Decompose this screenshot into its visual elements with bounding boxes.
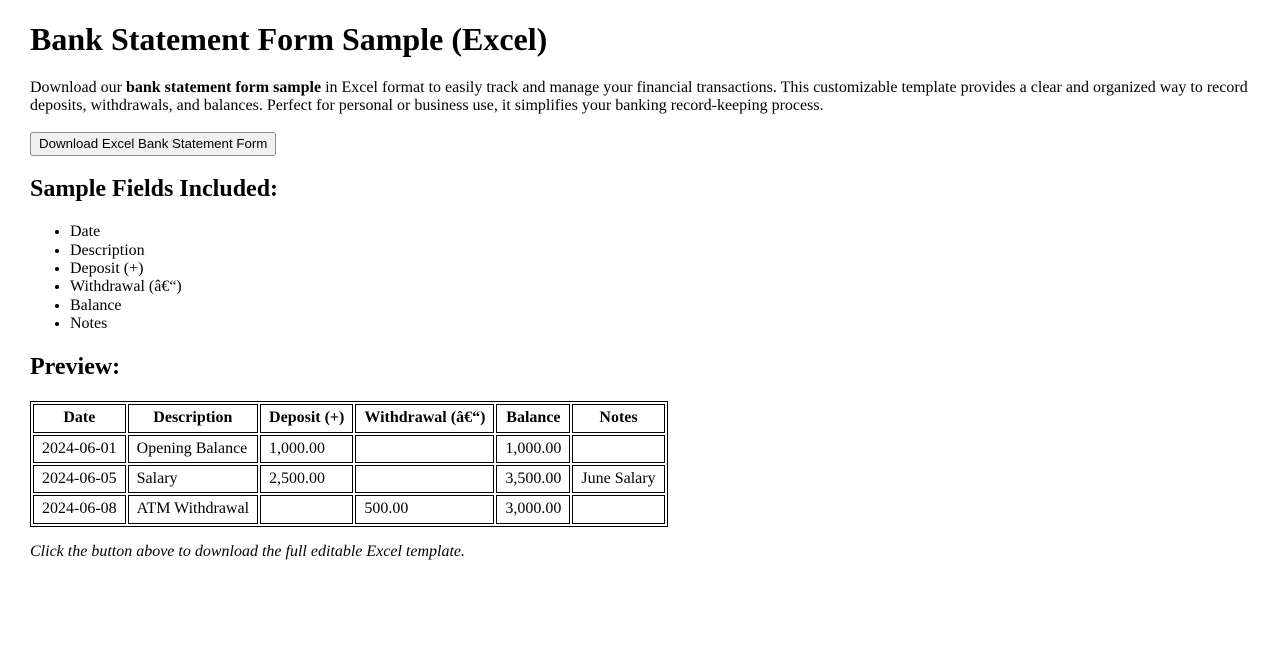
fields-list-item-date: • Date — [70, 223, 1248, 241]
table-header-withdrawal: Withdrawal (â€“) — [355, 404, 494, 432]
table-row — [33, 495, 665, 523]
table-cell-withdrawal — [355, 465, 494, 493]
fields-list-item-withdrawal: • Withdrawal (â€“) — [70, 278, 1248, 296]
download-button-row — [30, 132, 1248, 156]
table-header-row — [33, 404, 665, 432]
fields-list — [30, 223, 1248, 333]
preview-table — [30, 401, 668, 527]
table-cell-withdrawal — [355, 435, 494, 463]
fields-heading: Sample Fields Included: — [30, 175, 279, 202]
fields-list-item-balance: • Balance — [70, 297, 1248, 315]
table-row — [33, 435, 665, 463]
intro-text-start: Download our — [30, 78, 126, 96]
table-header-balance: Balance — [496, 404, 570, 432]
table-cell-description: Opening Balance — [128, 435, 258, 463]
table-header-date: Date — [33, 404, 126, 432]
table-cell-deposit — [260, 495, 353, 523]
table-cell-notes: June Salary — [572, 465, 664, 493]
page-title: Bank Statement Form Sample (Excel) — [30, 21, 548, 57]
intro-text-bold: bank statement form sample — [125, 78, 322, 96]
table-header-deposit: Deposit (+) — [260, 404, 353, 432]
table-cell-date: 2024-06-05 — [33, 465, 126, 493]
intro-text-end: in Excel format to easily track and manage your financial transactions. This customizable template provides a clear and organized way to record deposits, withdrawals, and balances. Perfect for personal or business use, it simplifies your banking record-keeping process. — [30, 78, 1248, 115]
table-cell-balance: 3,500.00 — [496, 465, 570, 493]
table-cell-withdrawal: 500.00 — [355, 495, 494, 523]
footer-note-paragraph — [30, 543, 1248, 561]
fields-list-item-notes: • Notes — [70, 315, 1248, 333]
fields-list-item-description: • Description — [70, 242, 1248, 260]
table-cell-notes — [572, 435, 664, 463]
table-cell-balance: 1,000.00 — [496, 435, 570, 463]
table-cell-description: Salary — [128, 465, 258, 493]
table-cell-date: 2024-06-08 — [33, 495, 126, 523]
table-cell-balance: 3,000.00 — [496, 495, 570, 523]
table-cell-deposit: 1,000.00 — [260, 435, 353, 463]
footer-note: Click the button above to download the full editable Excel template. — [30, 542, 466, 560]
table-cell-notes — [572, 495, 664, 523]
table-cell-deposit: 2,500.00 — [260, 465, 353, 493]
fields-list-item-deposit: • Deposit (+) — [70, 260, 1248, 278]
download-excel-button[interactable]: Download Excel Bank Statement Form — [30, 132, 276, 156]
table-cell-date: 2024-06-01 — [33, 435, 126, 463]
table-cell-description: ATM Withdrawal — [128, 495, 258, 523]
preview-heading: Preview: — [30, 353, 121, 380]
table-row — [33, 465, 665, 493]
intro-paragraph — [30, 79, 1248, 116]
table-header-description: Description — [128, 404, 258, 432]
table-header-notes: Notes — [572, 404, 664, 432]
